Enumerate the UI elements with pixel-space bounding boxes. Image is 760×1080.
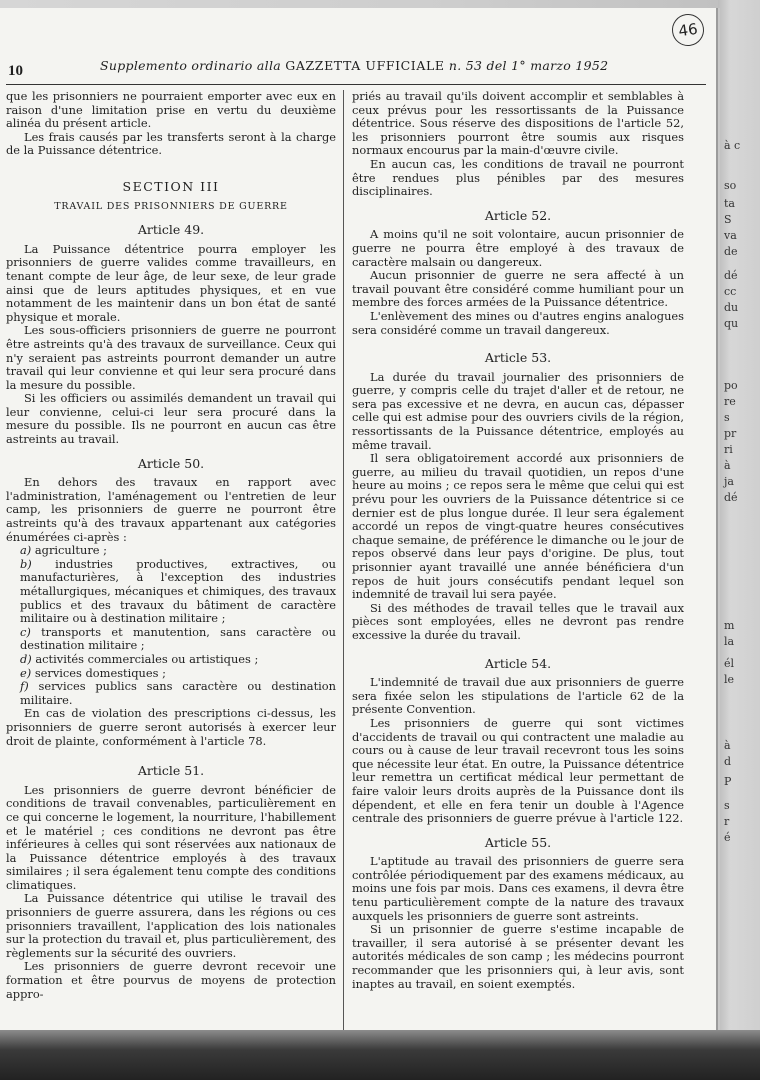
paragraph: Il sera obligatoirement accordé aux prisonniers de guerre, au milieu du travail quotidien, un repos d'une heure au moins ; ce repos sera le même que celui qui est prévu pour les ouvriers de la Puissance détentrice si ce dernier est de plus longue durée. Il leur sera également accordé un repos de vingt-quatre heures consécutives chaque semaine, de préférence le dimanche ou le jour de repos observé dans leur pays d'origine. De plus, tout prisonnier ayant travaillé une année bénéficiera d'un repos de huit jours consécutifs pendant lequel son indemnité de travail lui sera payée. <box>352 451 684 602</box>
fragment: é <box>724 831 731 844</box>
list-label: c) <box>20 624 31 639</box>
list-text: services publics sans caractère ou destination militaire. <box>20 679 336 707</box>
left-column <box>6 90 336 1001</box>
fragment: s <box>724 799 730 812</box>
paragraph: Les sous-officiers prisonniers de guerre ne pourront être astreints qu'à des travaux de surveillance. Ceux qui n'y seraient pas astreints pourront demander un autre travail qui leur convienne et qui leur sera procuré dans la mesure du possible. <box>6 323 336 392</box>
paragraph: L'enlèvement des mines ou d'autres engins analogues sera considéré comme un travail dangereux. <box>352 308 684 337</box>
handwritten-page-stamp: 46 <box>670 12 706 48</box>
page-header <box>0 8 716 88</box>
list-item <box>6 667 336 681</box>
fragment: m <box>724 619 735 632</box>
fragment: dé <box>724 269 738 282</box>
fragment: d <box>724 755 732 768</box>
paragraph: Les prisonniers de guerre devront bénéficier de conditions de travail convenables, particulièrement en ce qui concerne le logement, la nourriture, l'habillement et le matériel ; ces conditions ne devront pas être inférieures à celles qui sont réservées aux nationaux de la Puissance détentrice employés à des travaux similaires ; il sera également tenu compte des conditions climatiques. <box>6 782 336 892</box>
fragment: à c <box>724 139 741 152</box>
fragment: él <box>724 657 735 670</box>
paragraph: priés au travail qu'ils doivent accomplir et semblables à ceux prévus pour les ressortissants de la Puissance détentrice. Sous réserve des dispositions de l'article 52, les prisonniers pourront être soumis aux risques normaux encourus par la main-d'œuvre civile. <box>352 89 684 158</box>
paragraph: En aucun cas, les conditions de travail ne pourront être rendues plus pénibles par des mesures disciplinaires. <box>352 156 684 199</box>
fragment: re <box>724 395 736 408</box>
paragraph: L'aptitude au travail des prisonniers de guerre sera contrôlée périodiquement par des examens médicaux, au moins une fois par mois. Dans ces examens, il devra être tenu particulièrement compte de la nature des travaux auxquels les prisonniers de guerre sont astreints. <box>352 854 684 923</box>
title-connector: alla <box>252 58 286 73</box>
paragraph: Si un prisonnier de guerre s'estime incapable de travailler, il sera autorisé à se présenter devant les autorités médicales de son camp ; les médecins pourront recommander que les prisonniers qui, à leur avis, sont inaptes au travail, en soient exemptés. <box>352 922 684 991</box>
fragment: à <box>724 739 731 752</box>
gazette-page <box>0 8 716 1038</box>
title-issue: n. 53 del 1° marzo 1952 <box>444 58 609 73</box>
fragment: r <box>724 815 730 828</box>
column-divider <box>343 90 344 1038</box>
page-number: 10 <box>8 63 23 79</box>
paragraph: Les prisonniers de guerre devront recevoir une formation et être pourvus de moyens de protection appro- <box>6 959 336 1001</box>
section-subtitle: TRAVAIL DES PRISONNIERS DE GUERRE <box>54 200 288 212</box>
paragraph: Aucun prisonnier de guerre ne sera affecté à un travail pouvant être considéré comme humiliant pour un membre des forces armées de la Puissance détentrice. <box>352 268 684 310</box>
fragment: pr <box>724 427 737 440</box>
fragment: le <box>724 673 735 686</box>
next-page-edge <box>718 0 760 1080</box>
fragment: la <box>724 635 735 648</box>
list-label: b) <box>20 556 32 571</box>
paragraph: Si les officiers ou assimilés demandent un travail qui leur convienne, celui-ci leur sera procuré dans la mesure du possible. Ils ne pourront en aucun cas être astreints au travail. <box>6 391 336 447</box>
right-column <box>352 90 684 991</box>
fragment: à <box>724 459 731 472</box>
article-heading: Article 53. <box>484 350 552 366</box>
list-item <box>6 680 336 707</box>
header-rule <box>6 84 706 85</box>
list-item <box>6 558 336 626</box>
list-item <box>6 544 336 558</box>
scan-bottom-edge <box>0 1030 760 1080</box>
list-text: transports et manutention, sans caractère ou destination militaire ; <box>20 624 336 653</box>
fragment: so <box>724 179 737 192</box>
paragraph: Si des méthodes de travail telles que le travail aux pièces sont employées, elles ne devront pas rendre excessive la durée du travail. <box>352 600 684 642</box>
list-item <box>6 626 336 653</box>
article-heading: Article 51. <box>137 763 205 779</box>
fragment: va <box>724 229 737 242</box>
list-label: a) <box>20 543 32 558</box>
fragment: de <box>724 245 738 258</box>
list-label: f) <box>20 679 29 694</box>
list-text: industries productives, extractives, ou manufacturières, à l'exception des industries métallurgiques, mécaniques et chimiques, des travaux publics et des travaux du bâtiment de caractère militaire ou à destination militaire ; <box>20 556 336 626</box>
list-text: agriculture ; <box>34 543 107 558</box>
title-supplement: Supplemento ordinario <box>100 58 253 73</box>
paragraph: En dehors des travaux en rapport avec l'administration, l'aménagement ou l'entretien de leur camp, les prisonniers de guerre ne pourront être astreints qu'à des travaux appartenant aux catégories énumérées ci-après : <box>6 475 336 544</box>
paragraph: La Puissance détentrice pourra employer les prisonniers de guerre valides comme travailleurs, en tenant compte de leur âge, de leur sexe, de leur grade ainsi que de leurs aptitudes physiques, et en vue notamment de les maintenir dans un bon état de santé physique et morale. <box>6 241 336 324</box>
paragraph: Les frais causés par les transferts seront à la charge de la Puissance détentrice. <box>6 129 336 158</box>
fragment: ta <box>724 197 735 210</box>
fragment: dé <box>724 491 738 504</box>
title-gazette: GAZZETTA UFFICIALE <box>285 58 445 73</box>
list-text: activités commerciales ou artistiques ; <box>35 651 259 666</box>
fragment: du <box>724 301 739 314</box>
gazette-title <box>100 58 608 73</box>
section-title: SECTION III <box>122 178 220 194</box>
article-heading: Article 49. <box>137 222 205 238</box>
list-label: d) <box>20 651 32 666</box>
paragraph: La Puissance détentrice qui utilise le travail des prisonniers de guerre assurera, dans les régions ou ces prisonniers travaillent, l'application des lois nationales sur la protection du travail et, plus particulièrement, des règlements sur la sécurité des ouvriers. <box>6 891 336 960</box>
list-label: e) <box>20 665 32 680</box>
article-heading: Article 54. <box>484 655 552 671</box>
fragment: ja <box>724 475 734 488</box>
paragraph: que les prisonniers ne pourraient emporter avec eux en raison d'une limitation prise en vertu du deuxième alinéa du présent article. <box>6 89 336 131</box>
article-heading: Article 55. <box>484 834 552 850</box>
paragraph: L'indemnité de travail due aux prisonniers de guerre sera fixée selon les stipulations de l'article 62 de la présente Convention. <box>352 675 684 717</box>
list-text: services domestiques ; <box>34 665 166 680</box>
list-item <box>6 653 336 667</box>
article-heading: Article 52. <box>484 207 552 223</box>
fragment: s <box>724 411 730 424</box>
paragraph: La durée du travail journalier des prisonniers de guerre, y compris celle du trajet d'aller et de retour, ne sera pas excessive et ne devra, en aucun cas, dépasser celle qui est admise pour des ouvriers civils de la région, ressortissants de la Puissance détentrice, employés au même travail. <box>352 369 684 452</box>
fragment: qu <box>724 317 739 330</box>
paragraph: En cas de violation des prescriptions ci-dessus, les prisonniers de guerre seront autorisés à exercer leur droit de plainte, conformément à l'article 78. <box>6 706 336 748</box>
fragment: P <box>724 775 732 788</box>
fragment: ri <box>724 443 733 456</box>
fragment: S <box>724 213 732 226</box>
fragment: cc <box>724 285 737 298</box>
paragraph: Les prisonniers de guerre qui sont victimes d'accidents de travail ou qui contractent une maladie au cours ou à cause de leur travail recevront tous les soins que nécessite leur état. En outre, la Puissance détentrice leur remettra un certificat médical leur permettant de faire valoir leurs droits auprès de la Puissance dont ils dépendent, et elle en fera tenir un double à l'Agence centrale des prisonniers de guerre prévue à l'article 122. <box>352 715 684 826</box>
fragment: po <box>724 379 738 392</box>
paragraph: A moins qu'il ne soit volontaire, aucun prisonnier de guerre ne pourra être employé à des travaux de caractère malsain ou dangereux. <box>352 227 684 269</box>
article-heading: Article 50. <box>137 455 205 471</box>
